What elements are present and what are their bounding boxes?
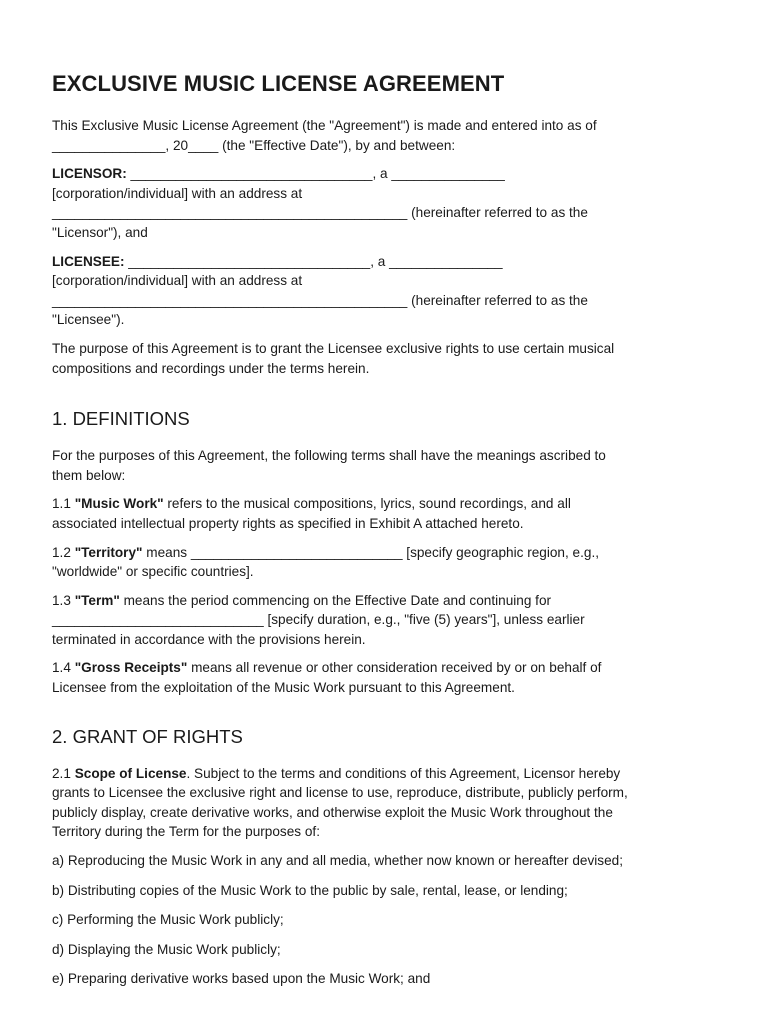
licensor-line-4: "Licensor"), and xyxy=(52,224,148,240)
licensee-block xyxy=(52,252,730,330)
definition-line-3: terminated in accordance with the provisions herein. xyxy=(52,631,366,647)
section-2-heading-text: 2. GRANT OF RIGHTS xyxy=(52,725,243,747)
licensee-label: LICENSEE: xyxy=(52,253,125,269)
list-item: a) Reproducing the Music Work in any and all media, whether now known or hereafter devised; xyxy=(52,853,623,869)
clause-line-2: grants to Licensee the exclusive right and license to use, reproduce, distribute, publicly perform, xyxy=(52,785,628,801)
definition-line-1: means the period commencing on the Effective Date and continuing for xyxy=(119,592,552,608)
definition-number: 1.3 xyxy=(52,592,75,608)
definition-term: "Gross Receipts" xyxy=(74,660,188,676)
definitions-intro-line-2: them below: xyxy=(52,467,126,483)
purpose-paragraph xyxy=(52,339,730,378)
list-item: b) Distributing copies of the Music Work to the public by sale, rental, lease, or lending; xyxy=(52,882,568,898)
clause-line-3: publicly display, create derivative works, and otherwise exploit the Music Work throughout the xyxy=(52,804,613,820)
definition-line-2: "worldwide" or specific countries]. xyxy=(52,564,254,580)
licensor-line-1: ________________________________, a _______________ xyxy=(126,166,505,182)
definition-1-1 xyxy=(52,494,730,533)
definition-number: 1.1 xyxy=(52,496,75,512)
definitions-intro xyxy=(52,446,730,485)
licensee-line-4: "Licensee"). xyxy=(52,312,125,328)
list-item: e) Preparing derivative works based upon the Music Work; and xyxy=(52,971,431,987)
definition-line-1: means all revenue or other consideration received by or on behalf of xyxy=(187,660,602,676)
list-item: d) Displaying the Music Work publicly; xyxy=(52,941,281,957)
licensee-line-2: [corporation/individual] with an address at xyxy=(52,273,303,289)
definition-number: 1.2 xyxy=(52,544,75,560)
intro-line-2: _______________, 20____ (the "Effective Date"), by and between: xyxy=(52,137,456,153)
section-2-heading xyxy=(52,724,730,750)
definition-1-4 xyxy=(52,658,730,697)
intro-paragraph xyxy=(52,116,730,155)
definition-1-3 xyxy=(52,591,730,650)
list-item: c) Performing the Music Work publicly; xyxy=(52,912,284,928)
clause-2-1 xyxy=(52,764,730,842)
licensor-line-3: _______________________________________________ (hereinafter referred to as the xyxy=(52,205,588,221)
licensor-block xyxy=(52,164,730,242)
clause-line-1: . Subject to the terms and conditions of this Agreement, Licensor hereby xyxy=(186,765,621,781)
definition-term: "Music Work" xyxy=(74,496,164,512)
licensor-label: LICENSOR: xyxy=(52,166,127,182)
clause-number: 2.1 xyxy=(52,765,75,781)
licensee-line-1: ________________________________, a _______________ xyxy=(124,253,503,269)
licensor-line-2: [corporation/individual] with an address at xyxy=(52,185,303,201)
intro-line-1: This Exclusive Music License Agreement (the "Agreement") is made and entered into as of xyxy=(52,118,597,133)
section-1-heading xyxy=(52,406,730,432)
definition-1-2 xyxy=(52,543,730,582)
document-title: EXCLUSIVE MUSIC LICENSE AGREEMENT xyxy=(52,71,505,96)
definition-line-1: means ____________________________ [specify geographic region, e.g., xyxy=(142,544,599,560)
definition-line-2: Licensee from the exploitation of the Music Work pursuant to this Agreement. xyxy=(52,680,515,696)
definition-number: 1.4 xyxy=(52,660,75,676)
licensee-line-3: _______________________________________________ (hereinafter referred to as the xyxy=(52,292,588,308)
definition-line-2: associated intellectual property rights as specified in Exhibit A attached hereto. xyxy=(52,515,524,531)
clause-line-4: Territory during the Term for the purposes of: xyxy=(52,824,320,840)
definition-line-1: refers to the musical compositions, lyrics, sound recordings, and all xyxy=(163,496,571,512)
definition-term: "Term" xyxy=(74,592,120,608)
clause-term: Scope of License xyxy=(74,765,187,781)
definitions-intro-line-1: For the purposes of this Agreement, the following terms shall have the meanings ascribed to xyxy=(52,448,606,464)
section-1-heading-text: 1. DEFINITIONS xyxy=(52,408,190,430)
purpose-line-1: The purpose of this Agreement is to grant the Licensee exclusive rights to use certain musical xyxy=(52,340,615,356)
definition-term: "Territory" xyxy=(74,544,143,560)
definition-line-2: ____________________________ [specify duration, e.g., "five (5) years"], unless earlier xyxy=(52,612,585,628)
purpose-line-2: compositions and recordings under the terms herein. xyxy=(52,360,370,376)
